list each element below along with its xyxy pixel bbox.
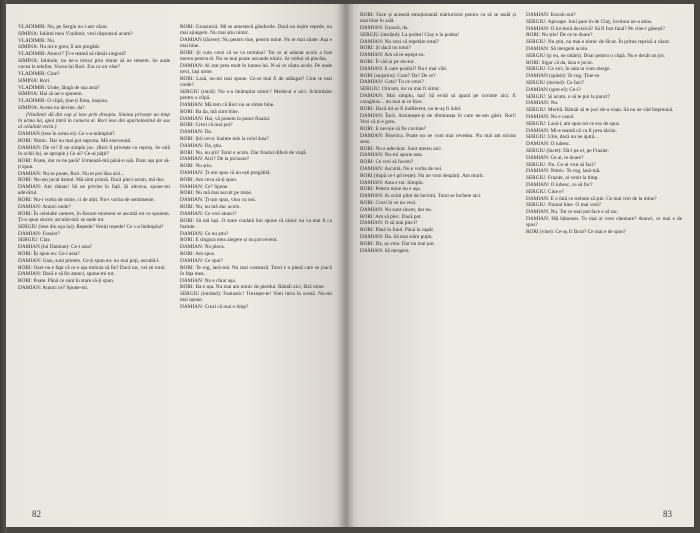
dialogue-line: RORI: Nu-i vorba de mine, ci de alții. Nu-i vorba de sentimente. [18,197,155,204]
dialogue-line: RORI: Nimic. Dar nu mai pot suporta. Mă enervează. [18,137,132,144]
dialogue-line: DAMIAN: Nimic. Te rog, lasă-mă. [526,168,601,175]
dialogue-line: RORI: Poate, dar ce ne pasă? Urmează-mă până-n ușă. Doar așa pot să-ți spun. [18,157,170,170]
dialogue-line: SERGIU: Aproape. Ioni pare în de Clay, lovitura ne-a atins. [526,18,653,25]
dialogue-line: DAMIAN: Frazier? [18,230,60,237]
dialogue-line: RORI: E singura mea alegere și nu pot reveni. [180,237,278,244]
dialogue-line: SERGIU: Cine e? [526,188,564,195]
dialogue-line: DAMIAN: Nu e chiar așa. [180,277,237,284]
dialogue-line: SERGIU (dorind): Ce faci? [526,79,585,86]
dialogue-line: SERGIU: Lasă-l, am spus tot ce era de spus. [526,120,621,127]
dialogue-line: RORI: Nu știe! De ce te doare? [526,32,593,39]
dialogue-line: DAMIAN: Să mergem acolo. [526,45,589,52]
dialogue-line: DAMIAN: Ți-am spus, vino cu noi. [180,197,257,204]
dialogue-line: SIMINA: Iubitule, nu ne-a trecut prin minte să ne temem. Se aude vocea la telefon. Vocea lui Rori. Era ca un vânt? [18,57,170,71]
dialogue-line: DAMIAN: Ce nu știu? [180,230,229,237]
right-page [346,4,694,527]
dialogue-line: DAMIAN: Am rămas! Să ne privim în față. Și altceva, spune-mi adevărul. [18,184,170,197]
dialogue-line: VLADIMIR: O clipă, ține-ți firea, mașina. [18,98,109,105]
dialogue-line: RORI: Am spus. [180,250,216,257]
dialogue-line: RORI: Și cum crezi că se va termina? Tot ce ai adunat acolo a fost mereu pentru el. Nu se mai poate ascunde nimic. Ar trebui să plecăm. [180,50,332,63]
dialogue-line: SERGIU (încet): Dă-l pe el, pe Frazier. [526,147,609,154]
dialogue-line: DAMIAN: Atunci unde? [18,203,71,210]
dialogue-line: RORI: Lasă, nu-mi mai spune. Ce-ar mai fi de adăugat? Cine te mai crede? [180,76,332,89]
dialogue-line: VLADIMIR: Cine? [18,70,60,77]
dialogue-line: DAMIAN: Asta e tot. Simplu. [360,179,424,186]
dialogue-line: SERGIU (iese din ușa lui): Repede! Veniți repede! Ce s-a întâmplat? [18,223,164,230]
dialogue-line: RORI: Oare nu e fapt că ce e așa trebuia să fie? Dacă tac, vei ști totul. [18,264,166,271]
dialogue-line: DAMIAN: De ce? E un simplu joc. (Rori îl privește cu reproș. Se uită în ochii lui, se apropie.) Ce ai? Ce-ai pățit? [18,144,170,157]
dialogue-line: SERGIU: Frazier, ai venit la timp. [526,175,599,182]
dialogue-line: DAMIAN: Nu. Tot ce mai pot face e să tac. [526,209,619,216]
dialogue-line: RORI: Te rog, lasă-mă. Nu mai contează. Totul e o piesă care se joacă în fața mea. [180,264,332,277]
dialogue-line: SERGIU (intră): Nu s-a întâmplat nimic? Medicul e aici. Schimbăm pentru o clipă. [180,89,332,102]
dialogue-line: RORI: Ne-am jucat destul. Mă simt prinsă. Dacă pleci acum, mă duc. [18,177,166,184]
left-page-column-2 [180,24,332,519]
dialogue-line: DAMIAN: Mai simplu, hai! Să evită să apară pe cuvinte aici. E caraghios... nu mai ai ce face. [360,92,516,106]
dialogue-line: SERGIU: Numai bine. O mai vezi? [526,202,602,209]
dialogue-line: SERGIU: Nu știu, nu mai e nimic de făcut. În prima repriză a căzut. [526,39,671,46]
dialogue-line: DAMIAN: Ce ai, te doare? [526,154,584,161]
dialogue-line: SIMINA: Nu mi-e greu; îl am pregătit. [18,44,101,51]
dialogue-line: RORI: Nu, nu mă duc acolo. [180,203,241,210]
page-number-right: 83 [663,509,672,519]
dialogue-line: DAMIAN: Biserica. Poate nu ne vom mai revedea. Nu mai am niciun sens. [360,132,516,145]
dialogue-line: VLADIMIR: Nu. [18,37,56,44]
dialogue-line: SERGIU: Și acum, o să te pui la punct? [526,93,611,100]
dialogue-line: SERGIU (intrând): Fantastic! Trezește-te! Vom intra în scenă. Nu-mi mai spune. [180,291,332,304]
dialogue-line: SERGIU: Oricum, nu va mai fi nimic. [360,86,441,93]
dialogue-line: DAMIAN: Da, știu. [180,142,223,149]
dialogue-line: DAMIAN: Ce vrei atunci? [180,210,237,217]
right-page-column-1 [360,12,516,507]
dialogue-line: DAMIAN: O lovitură decisivă? Să fi fost fatal? Pe cine-l găsești? [526,25,665,32]
dialogue-line: DAMIAN: Ce? Spune. [180,183,229,190]
dialogue-line: RORI: Am să plec. Dacă pot. [360,213,422,220]
dialogue-line: RORI: Sigur că da, ăsta e jocul. [526,59,594,66]
dialogue-line: DAMIAN: Gata, sunt prieten. Ce-ți spun eu: nu mai poți, ascultă-l. [18,257,160,264]
dialogue-line: DAMIAN: Nu se poate, Rori. Nu te pot lăsa aici... [18,170,125,177]
dialogue-line: RORI: Să mă lași. O stare ciudată îmi spune că nimic nu va mai fi ca înainte. [180,217,332,230]
dialogue-line: DAMIAN: Hai, vă punem la punct finalul. [180,115,271,122]
dialogue-line: RORI: Și dacă nu totul? [360,45,411,52]
dialogue-line: RORI (surprins): Cum? Da? De ce? [360,72,436,79]
dialogue-line: DAMIAN: Nu pleca. [180,244,225,251]
dialogue-line: RORI: Nu știu. [180,163,213,170]
dialogue-line: RORI: E nevoie să fie cuvinte? [360,125,427,132]
dialogue-line: RORI: Îți spun eu: Ce-i asta? [18,250,80,257]
dialogue-line: SIMINA: Rori. [18,77,51,84]
dialogue-line: RORI: Face și această emoționantă mărturisire pentru ca să se audă și mai bine în sală. [360,12,516,25]
dialogue-line: RORI: Groaznică. Mi se amestecă gândurile. Dacă nu ieșim repede, nu mai ajungem. Nu mai știu nimic. [180,24,332,37]
dialogue-line: DAMIAN: Încă. Amintește-ți de dimineața în care ne-am găsit. Rori! Vezi că ți-e greu. [360,112,516,125]
dialogue-line: DAMIAN: Gata? Tu ce crezi? [360,79,424,86]
dialogue-line: RORI: Ce vrei să facem? [360,159,414,166]
dialogue-line: DAMIAN: Ușoară, da. [360,25,409,31]
dialogue-line: DAMIAN: Aici? De la picioare? [180,156,250,163]
dialogue-line: DAMIAN (tăcere): Nu pentru tine, pentru mine. Nu te mai zbate. Așa e mai bine. [180,37,332,50]
dialogue-line: RORI (vine): Ce-aș fi făcut? Ce mai e de spus? [526,228,626,235]
dialogue-line: RORI: Ba e așa. Nu mai am nimic de pierdut. Rămâi aici, fără mine. [180,284,325,291]
dialogue-line: RORI: Pentru mine nu e așa. [360,186,421,193]
dialogue-line: RORI: Poate. Până ce sunt în stare să-ți spun. [18,278,115,285]
dialogue-line: RORI: Îl văd și pe doctor. [360,58,415,65]
dialogue-line: SIMINA: Iubitul meu Vladimir, vezi răspunsul acum? [18,30,133,37]
dialogue-line: RORI: Ba da, mă simt bine. [180,108,239,115]
dialogue-line: SERGIU: Nu. Ce-ai vrut să faci? [526,161,596,168]
dialogue-line: DAMIAN: Ce spui? [180,257,223,264]
dialogue-line: DAMIAN: Mi-e teamă că va fi prea târziu. [526,127,617,134]
dialogue-line: DAMIAN: E oare posibil? Nu-l mai văd. [360,65,447,72]
dialogue-line: RORI: Nu e adevărat. Sunt mereu aici. [360,145,443,152]
left-page [6,4,346,527]
dialogue-line: DAMIAN: O iubesc. [526,141,571,148]
dialogue-line: DAMIAN: Crezi că mai e timp? [180,304,249,311]
dialogue-line: DAMIAN (spre el): Ce-i? [526,86,581,93]
dialogue-line: RORI: Știi ceva: înainte mie la rolul ăsta? [180,135,269,142]
dialogue-line: DAMIAN (spăsit): Te rog. Ține-te. [526,73,601,80]
page-number-left: 82 [32,509,41,519]
dialogue-line: DAMIAN (iese în urma ei): Ce s-a-ntâmplat? [18,130,115,137]
dialogue-line: DAMIAN: Mă tem că Rori nu se simte bine. [180,102,275,108]
dialogue-line: DAMIAN: Ai ochii plini de lacrimi. Totul se încheie aici. [360,193,482,200]
dialogue-line: SERGIU: Ce zici, în sala ta vom merge. [526,66,611,73]
dialogue-line: DAMIAN: Mă bătusem. Tu mai ai vreo chemare? Atunci, ce mai e de spus? [526,215,682,229]
dialogue-line: SIMINA: Hai să ne-o spunem. [18,91,83,98]
dialogue-line: (Vladimir dă din cap și iese prin dreapta. Simina privește un timp în urma lui, apoi intră în camera ei. Rori iese din apartamentul de sus al celuilalt vecin.) [18,111,170,131]
dialogue-line: RORI: Da, aș vrea. Dar nu mai pot. [360,240,436,247]
dialogue-line: DAMIAN: Knock-out? [526,12,576,18]
dialogue-line: DAMIAN: Dacă e să fie atunci, spune-mi tot. [18,271,115,278]
right-page-column-2 [526,12,682,507]
dialogue-line: VLADIMIR: Atunci? Ți-e teamă să rămâi singură? [18,51,127,58]
dialogue-line: DAMIAN: Am să te-aștept eu. [360,52,425,59]
dialogue-line: DAMIAN: Da. [180,129,213,136]
dialogue-line: RORI: Nu mă mai ascult pe mine. [180,190,253,197]
dialogue-line: RORI: Nu, nu știi! Totul e acolo. Dar finalul diferă de viață. [180,149,307,156]
dialogue-line: SERGIU: Uite, dacă nu ne ajută... [526,134,598,141]
dialogue-line: RORI: În celelalte camere, în fiecare moment se ascultă tot ce spunem. Ți-o spun sincer, ascultă-mă: se aude tot. [18,210,170,223]
dialogue-line: DAMIAN: Ascultă. Nu e vorba de noi. [360,165,443,172]
dialogue-line: DAMIAN: Nu e cazul. [526,113,575,120]
dialogue-line: VLADIMIR: Nu, pe Sergiu nu l-am văzut. [18,24,109,30]
dialogue-line: DAMIAN: O să mai pleci? [360,220,418,227]
dialogue-line: SIMINA: Aceea nu devine, da? [18,104,85,111]
dialogue-line: RORI (după ce-l privește): Nu ne vom despărți. Am murit. [360,172,485,179]
dialogue-line: DAMIAN: Atunci ce? Spune-mi. [18,284,89,291]
dialogue-line: RORI: Crezi în ce nu vezi. [360,199,417,206]
dialogue-line: RORI: Am ceva să-ți spun. [180,176,238,183]
dialogue-line: RORI: Dacă mi-ai fi indiferent, nu te-aș fi iubit. [360,105,462,112]
dialogue-line: SERGIU (intrând): La podea! Clay e la podea! [360,31,459,38]
dialogue-line: DAMIAN: Nu vezi că repetăm totul? [360,38,439,45]
dialogue-line: VLADIMIR: Unde, lângă de ușa asta? [18,84,100,91]
dialogue-line: DAMIAN: Nu. [526,100,559,107]
dialogue-line: RORI: Crezi că mai pot? [180,122,233,129]
dialogue-line: SERGIU: Clay. [18,237,51,244]
dialogue-line: RORI: Până în fund. Până la capăt. [360,227,435,234]
dialogue-line: SERGIU (și eu, ne uităm). Doar pentru o clipă. Nu e decât un joc. [526,52,666,59]
dialogue-line: DAMIAN: Nu-mi spune asta. [360,152,423,159]
dialogue-line: DAMIAN: Ai stat prea mult în lumea lui. N-ai ce căuta acolo. Pe unde treci, lași urme. [180,63,332,76]
dialogue-line: SERGIU: Merită. Rămâi să te joci de-a viața. Să nu ne văd împreună. [526,107,674,114]
left-page-column-1 [18,24,170,519]
dialogue-line: DAMIAN: Să mergem. [360,247,410,254]
dialogue-line: DAMIAN: Nu sunt sincer, dar eu. [360,206,433,213]
dialogue-line: DAMIAN: E o fată ce trebuie să știe. Ce mai vrei de la mine? [526,195,657,202]
dialogue-line: DAMIAN (lui Damian): Ce-i asta? [18,244,93,251]
dialogue-line: DAMIAN: Ți-am spus că nu ești pregătită. [180,169,271,176]
dialogue-line: DAMIAN: O iubesc, ce să fac? [526,181,593,188]
dialogue-line: DAMIAN: Da. Să mai stăm puțin. [360,233,433,240]
